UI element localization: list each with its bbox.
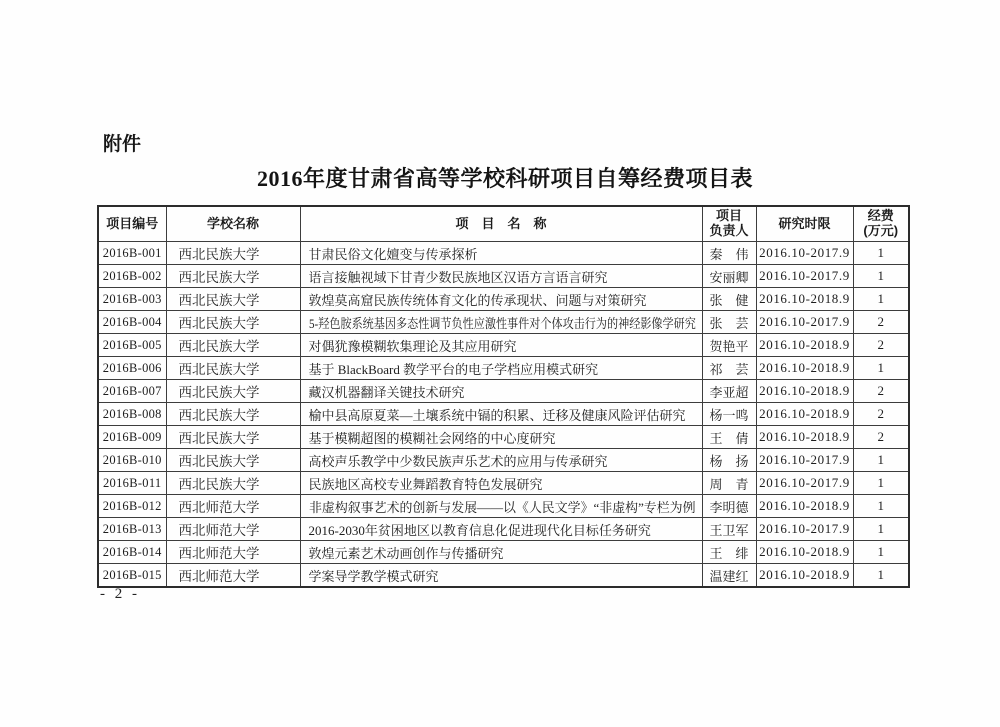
project-title-cell — [300, 380, 702, 403]
project-id-cell-text: 2016B-005 — [102, 337, 162, 352]
fund-amount-cell-text: 2 — [877, 406, 884, 421]
table-row — [98, 334, 909, 357]
table-row — [98, 288, 909, 311]
leader-name-cell-text: 安丽卿 — [709, 269, 749, 285]
project-title-cell — [300, 357, 702, 380]
school-name-cell-text: 西北民族大学 — [178, 477, 260, 492]
project-id-cell — [98, 265, 166, 288]
leader-name-cell-text: 杨一鸣 — [709, 407, 749, 423]
research-period-cell — [756, 380, 853, 403]
project-title-cell — [300, 334, 702, 357]
school-name-cell-text: 西北师范大学 — [178, 546, 260, 561]
leader-name-cell — [702, 564, 756, 588]
research-period-cell — [756, 541, 853, 564]
school-name-cell-text: 西北民族大学 — [178, 408, 260, 423]
project-title-cell — [300, 311, 702, 334]
project-title-cell-text: 榆中县高原夏菜—土壤系统中镉的积累、迁移及健康风险评估研究 — [308, 407, 686, 423]
table-row — [98, 541, 909, 564]
fund-amount-cell-text: 1 — [877, 360, 884, 375]
fund-amount-cell-text: 1 — [877, 291, 884, 306]
leader-name-cell — [702, 403, 756, 426]
project-title-cell-text: 学案导学教学模式研究 — [308, 568, 439, 584]
header-project-leader-line1: 项目 — [715, 208, 742, 224]
leader-name-cell — [702, 380, 756, 403]
project-title-cell — [300, 541, 702, 564]
project-title-cell — [300, 564, 702, 588]
leader-name-cell — [702, 357, 756, 380]
table-row — [98, 311, 909, 334]
fund-amount-cell — [853, 564, 909, 588]
document-title: 2016年度甘肃省高等学校科研项目自筹经费项目表 — [256, 166, 753, 191]
school-name-cell — [166, 403, 300, 426]
fund-amount-cell-text: 1 — [877, 245, 884, 260]
project-title-cell-text: 5-羟色胺系统基因多态性调节负性应激性事件对个体攻击行为的神经影像学研究 — [308, 315, 696, 331]
leader-name-cell-text: 祁 芸 — [709, 361, 749, 377]
project-id-cell-text: 2016B-004 — [102, 314, 162, 329]
table-row — [98, 449, 909, 472]
fund-amount-cell — [853, 334, 909, 357]
fund-amount-cell — [853, 265, 909, 288]
leader-name-cell — [702, 311, 756, 334]
school-name-cell — [166, 334, 300, 357]
table-header-row — [98, 206, 909, 242]
leader-name-cell — [702, 334, 756, 357]
school-name-cell-text: 西北民族大学 — [178, 316, 260, 331]
leader-name-cell — [702, 426, 756, 449]
table-row — [98, 495, 909, 518]
leader-name-cell — [702, 472, 756, 495]
leader-name-cell-text: 张 健 — [709, 292, 749, 308]
project-id-cell-text: 2016B-013 — [102, 521, 162, 536]
fund-amount-cell-text: 2 — [877, 383, 884, 398]
fund-amount-cell — [853, 242, 909, 265]
project-id-cell — [98, 288, 166, 311]
project-title-cell-text: 敦煌莫高窟民族传统体育文化的传承现状、问题与对策研究 — [308, 292, 647, 308]
header-project-title — [300, 206, 702, 242]
school-name-cell — [166, 426, 300, 449]
research-period-cell-text: 2016.10-2018.9 — [759, 498, 850, 513]
leader-name-cell — [702, 242, 756, 265]
project-id-cell-text: 2016B-011 — [103, 475, 162, 490]
research-period-cell-text: 2016.10-2017.9 — [759, 521, 850, 536]
research-period-cell-text: 2016.10-2018.9 — [759, 291, 850, 306]
leader-name-cell-text: 秦 伟 — [709, 246, 749, 262]
header-project-leader-line2: 负责人 — [709, 223, 749, 238]
school-name-cell-text: 西北民族大学 — [178, 385, 260, 400]
header-project-leader — [702, 206, 756, 242]
table-row — [98, 564, 909, 588]
project-id-cell — [98, 426, 166, 449]
fund-amount-cell — [853, 518, 909, 541]
fund-amount-cell — [853, 357, 909, 380]
leader-name-cell — [702, 449, 756, 472]
page-number: - 2 - — [100, 586, 140, 602]
leader-name-cell — [702, 288, 756, 311]
leader-name-cell-text: 温建红 — [709, 568, 749, 584]
projects-table — [97, 205, 910, 588]
fund-amount-cell — [853, 403, 909, 426]
research-period-cell-text: 2016.10-2018.9 — [759, 429, 850, 444]
school-name-cell — [166, 288, 300, 311]
leader-name-cell-text: 张 芸 — [709, 315, 749, 331]
header-research-period — [756, 206, 853, 242]
project-id-cell-text: 2016B-001 — [102, 245, 162, 260]
school-name-cell — [166, 495, 300, 518]
research-period-cell — [756, 288, 853, 311]
project-id-cell — [98, 541, 166, 564]
project-id-cell-text: 2016B-014 — [102, 544, 162, 559]
leader-name-cell-text: 贺艳平 — [709, 338, 749, 354]
header-project-id — [98, 206, 166, 242]
project-title-cell — [300, 288, 702, 311]
fund-amount-cell-text: 2 — [877, 337, 884, 352]
school-name-cell — [166, 357, 300, 380]
research-period-cell-text: 2016.10-2017.9 — [759, 268, 850, 283]
project-title-cell-text: 语言接触视域下甘青少数民族地区汉语方言语言研究 — [308, 269, 608, 285]
school-name-cell-text: 西北师范大学 — [178, 523, 260, 538]
research-period-cell — [756, 449, 853, 472]
header-school-name — [166, 206, 300, 242]
project-id-cell — [98, 311, 166, 334]
leader-name-cell-text: 杨 扬 — [709, 453, 749, 469]
fund-amount-cell-text: 2 — [877, 429, 884, 444]
projects-table-container — [97, 205, 908, 588]
fund-amount-cell — [853, 472, 909, 495]
table-row — [98, 380, 909, 403]
project-id-cell — [98, 518, 166, 541]
school-name-cell-text: 西北民族大学 — [178, 454, 260, 469]
header-project-title-label: 项 目 名 称 — [455, 215, 547, 231]
attachment-label: 附件 — [103, 134, 142, 155]
school-name-cell — [166, 265, 300, 288]
leader-name-cell-text: 王卫军 — [709, 522, 749, 538]
leader-name-cell — [702, 495, 756, 518]
project-id-cell-text: 2016B-015 — [102, 567, 162, 582]
project-id-cell-text: 2016B-009 — [102, 429, 162, 444]
header-fund-line1: 经费 — [867, 208, 894, 224]
project-id-cell — [98, 380, 166, 403]
project-id-cell — [98, 564, 166, 588]
project-id-cell — [98, 242, 166, 265]
school-name-cell-text: 西北师范大学 — [178, 500, 260, 515]
project-id-cell-text: 2016B-007 — [102, 383, 162, 398]
fund-amount-cell — [853, 311, 909, 334]
project-title-cell-text: 甘肃民俗文化嬗变与传承探析 — [308, 246, 478, 262]
project-id-cell-text: 2016B-003 — [102, 291, 162, 306]
project-title-cell-text: 敦煌元素艺术动画创作与传播研究 — [308, 545, 504, 561]
fund-amount-cell — [853, 380, 909, 403]
school-name-cell — [166, 541, 300, 564]
leader-name-cell-text: 王 倩 — [709, 430, 749, 446]
fund-amount-cell — [853, 288, 909, 311]
table-row — [98, 518, 909, 541]
research-period-cell — [756, 311, 853, 334]
fund-amount-cell — [853, 449, 909, 472]
leader-name-cell — [702, 518, 756, 541]
project-title-cell — [300, 426, 702, 449]
research-period-cell — [756, 495, 853, 518]
project-id-cell-text: 2016B-010 — [102, 452, 162, 467]
research-period-cell — [756, 265, 853, 288]
fund-amount-cell-text: 1 — [877, 475, 884, 490]
project-title-cell — [300, 403, 702, 426]
school-name-cell-text: 西北师范大学 — [178, 569, 260, 584]
fund-amount-cell-text: 2 — [877, 314, 884, 329]
project-id-cell — [98, 449, 166, 472]
project-id-cell — [98, 357, 166, 380]
leader-name-cell-text: 周 青 — [709, 476, 749, 492]
project-id-cell-text: 2016B-012 — [102, 498, 162, 513]
project-title-cell-text: 高校声乐教学中少数民族声乐艺术的应用与传承研究 — [308, 453, 608, 469]
project-title-cell — [300, 472, 702, 495]
table-row — [98, 426, 909, 449]
header-project-id-label: 项目编号 — [106, 215, 159, 231]
research-period-cell-text: 2016.10-2017.9 — [759, 475, 850, 490]
project-id-cell — [98, 472, 166, 495]
school-name-cell — [166, 242, 300, 265]
school-name-cell-text: 西北民族大学 — [178, 270, 260, 285]
table-row — [98, 403, 909, 426]
fund-amount-cell — [853, 495, 909, 518]
research-period-cell — [756, 564, 853, 588]
research-period-cell-text: 2016.10-2017.9 — [759, 452, 850, 467]
fund-amount-cell-text: 1 — [877, 498, 884, 513]
research-period-cell-text: 2016.10-2017.9 — [759, 245, 850, 260]
project-id-cell-text: 2016B-002 — [102, 268, 162, 283]
school-name-cell — [166, 380, 300, 403]
school-name-cell — [166, 518, 300, 541]
table-row — [98, 265, 909, 288]
research-period-cell — [756, 403, 853, 426]
project-title-cell-text: 对偶犹豫模糊软集理论及其应用研究 — [308, 338, 517, 354]
leader-name-cell-text: 李明德 — [709, 499, 749, 515]
header-school-name-label: 学校名称 — [206, 215, 259, 231]
table-row — [98, 357, 909, 380]
fund-amount-cell — [853, 541, 909, 564]
table-row — [98, 472, 909, 495]
research-period-cell-text: 2016.10-2018.9 — [759, 360, 850, 375]
school-name-cell — [166, 449, 300, 472]
research-period-cell-text: 2016.10-2018.9 — [759, 567, 850, 582]
research-period-cell-text: 2016.10-2018.9 — [759, 337, 850, 352]
project-title-cell-text: 藏汉机器翻译关键技术研究 — [308, 384, 465, 400]
project-title-cell — [300, 449, 702, 472]
project-title-cell-text: 非虚构叙事艺术的创新与发展——以《人民文学》“非虚构”专栏为例 — [308, 499, 696, 515]
school-name-cell-text: 西北民族大学 — [178, 431, 260, 446]
project-title-cell — [300, 518, 702, 541]
project-title-cell-text: 基于 BlackBoard 教学平台的电子学档应用模式研究 — [308, 361, 599, 377]
school-name-cell-text: 西北民族大学 — [178, 247, 260, 262]
leader-name-cell-text: 李亚超 — [709, 384, 749, 400]
fund-amount-cell-text: 1 — [877, 567, 884, 582]
research-period-cell-text: 2016.10-2018.9 — [759, 383, 850, 398]
project-title-cell-text: 基于模糊超图的模糊社会网络的中心度研究 — [308, 430, 556, 446]
project-id-cell-text: 2016B-008 — [102, 406, 162, 421]
header-research-period-label: 研究时限 — [778, 215, 831, 231]
leader-name-cell — [702, 265, 756, 288]
header-fund — [853, 206, 909, 242]
research-period-cell-text: 2016.10-2018.9 — [759, 544, 850, 559]
research-period-cell — [756, 518, 853, 541]
fund-amount-cell — [853, 426, 909, 449]
research-period-cell — [756, 426, 853, 449]
research-period-cell-text: 2016.10-2018.9 — [759, 406, 850, 421]
fund-amount-cell-text: 1 — [877, 521, 884, 536]
school-name-cell-text: 西北民族大学 — [178, 362, 260, 377]
research-period-cell — [756, 334, 853, 357]
leader-name-cell — [702, 541, 756, 564]
project-title-cell-text: 2016-2030年贫困地区以教育信息化促进现代化目标任务研究 — [308, 522, 651, 538]
project-id-cell — [98, 403, 166, 426]
project-title-cell — [300, 265, 702, 288]
fund-amount-cell-text: 1 — [877, 452, 884, 467]
project-title-cell — [300, 495, 702, 518]
project-title-cell — [300, 242, 702, 265]
research-period-cell — [756, 357, 853, 380]
header-fund-line2: (万元) — [863, 223, 899, 238]
project-title-cell-text: 民族地区高校专业舞蹈教育特色发展研究 — [308, 476, 543, 492]
research-period-cell — [756, 242, 853, 265]
leader-name-cell-text: 王 绯 — [709, 545, 749, 561]
project-id-cell — [98, 495, 166, 518]
research-period-cell-text: 2016.10-2017.9 — [759, 314, 850, 329]
school-name-cell-text: 西北民族大学 — [178, 339, 260, 354]
project-id-cell — [98, 334, 166, 357]
research-period-cell — [756, 472, 853, 495]
fund-amount-cell-text: 1 — [877, 268, 884, 283]
fund-amount-cell-text: 1 — [877, 544, 884, 559]
school-name-cell-text: 西北民族大学 — [178, 293, 260, 308]
project-id-cell-text: 2016B-006 — [102, 360, 162, 375]
school-name-cell — [166, 564, 300, 588]
school-name-cell — [166, 472, 300, 495]
school-name-cell — [166, 311, 300, 334]
table-row — [98, 242, 909, 265]
